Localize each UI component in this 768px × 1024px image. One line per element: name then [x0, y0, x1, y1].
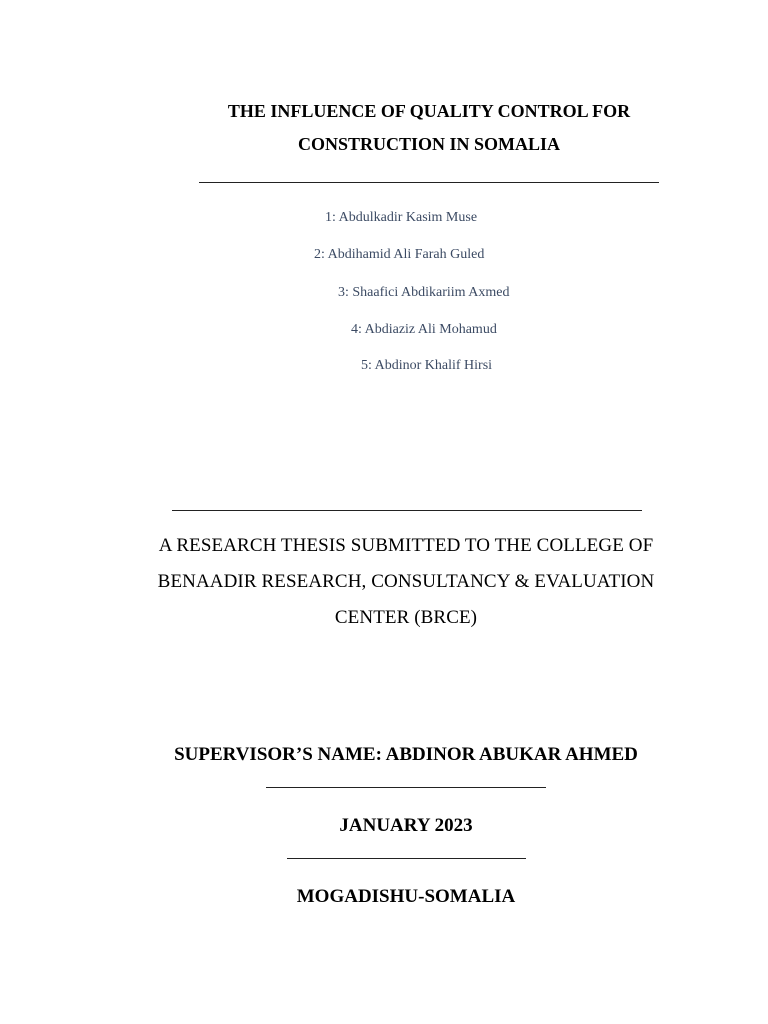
author-2: 2: Abdihamid Ali Farah Guled: [314, 247, 485, 262]
thesis-line-3: CENTER (BRCE): [334, 607, 478, 628]
author-1: 1: Abdulkadir Kasim Muse: [325, 210, 478, 225]
author-3: 3: Shaafici Abdikariim Axmed: [338, 285, 510, 300]
authors-divider: [172, 510, 642, 511]
author-4: 4: Abdiaziz Ali Mohamud: [351, 322, 497, 337]
supervisor-divider: [266, 787, 546, 788]
submission-date: JANUARY 2023: [339, 815, 473, 836]
title-divider: [199, 182, 659, 183]
title-line-1: THE INFLUENCE OF QUALITY CONTROL FOR: [227, 101, 631, 121]
title-line-2: CONSTRUCTION IN SOMALIA: [297, 134, 561, 154]
date-divider: [287, 858, 526, 859]
thesis-line-2: BENAADIR RESEARCH, CONSULTANCY & EVALUATION: [157, 571, 655, 592]
author-5: 5: Abdinor Khalif Hirsi: [361, 358, 493, 373]
thesis-line-1: A RESEARCH THESIS SUBMITTED TO THE COLLEGE OF: [158, 535, 654, 556]
supervisor-name: SUPERVISOR’S NAME: ABDINOR ABUKAR AHMED: [174, 744, 638, 765]
location: MOGADISHU-SOMALIA: [296, 886, 516, 907]
